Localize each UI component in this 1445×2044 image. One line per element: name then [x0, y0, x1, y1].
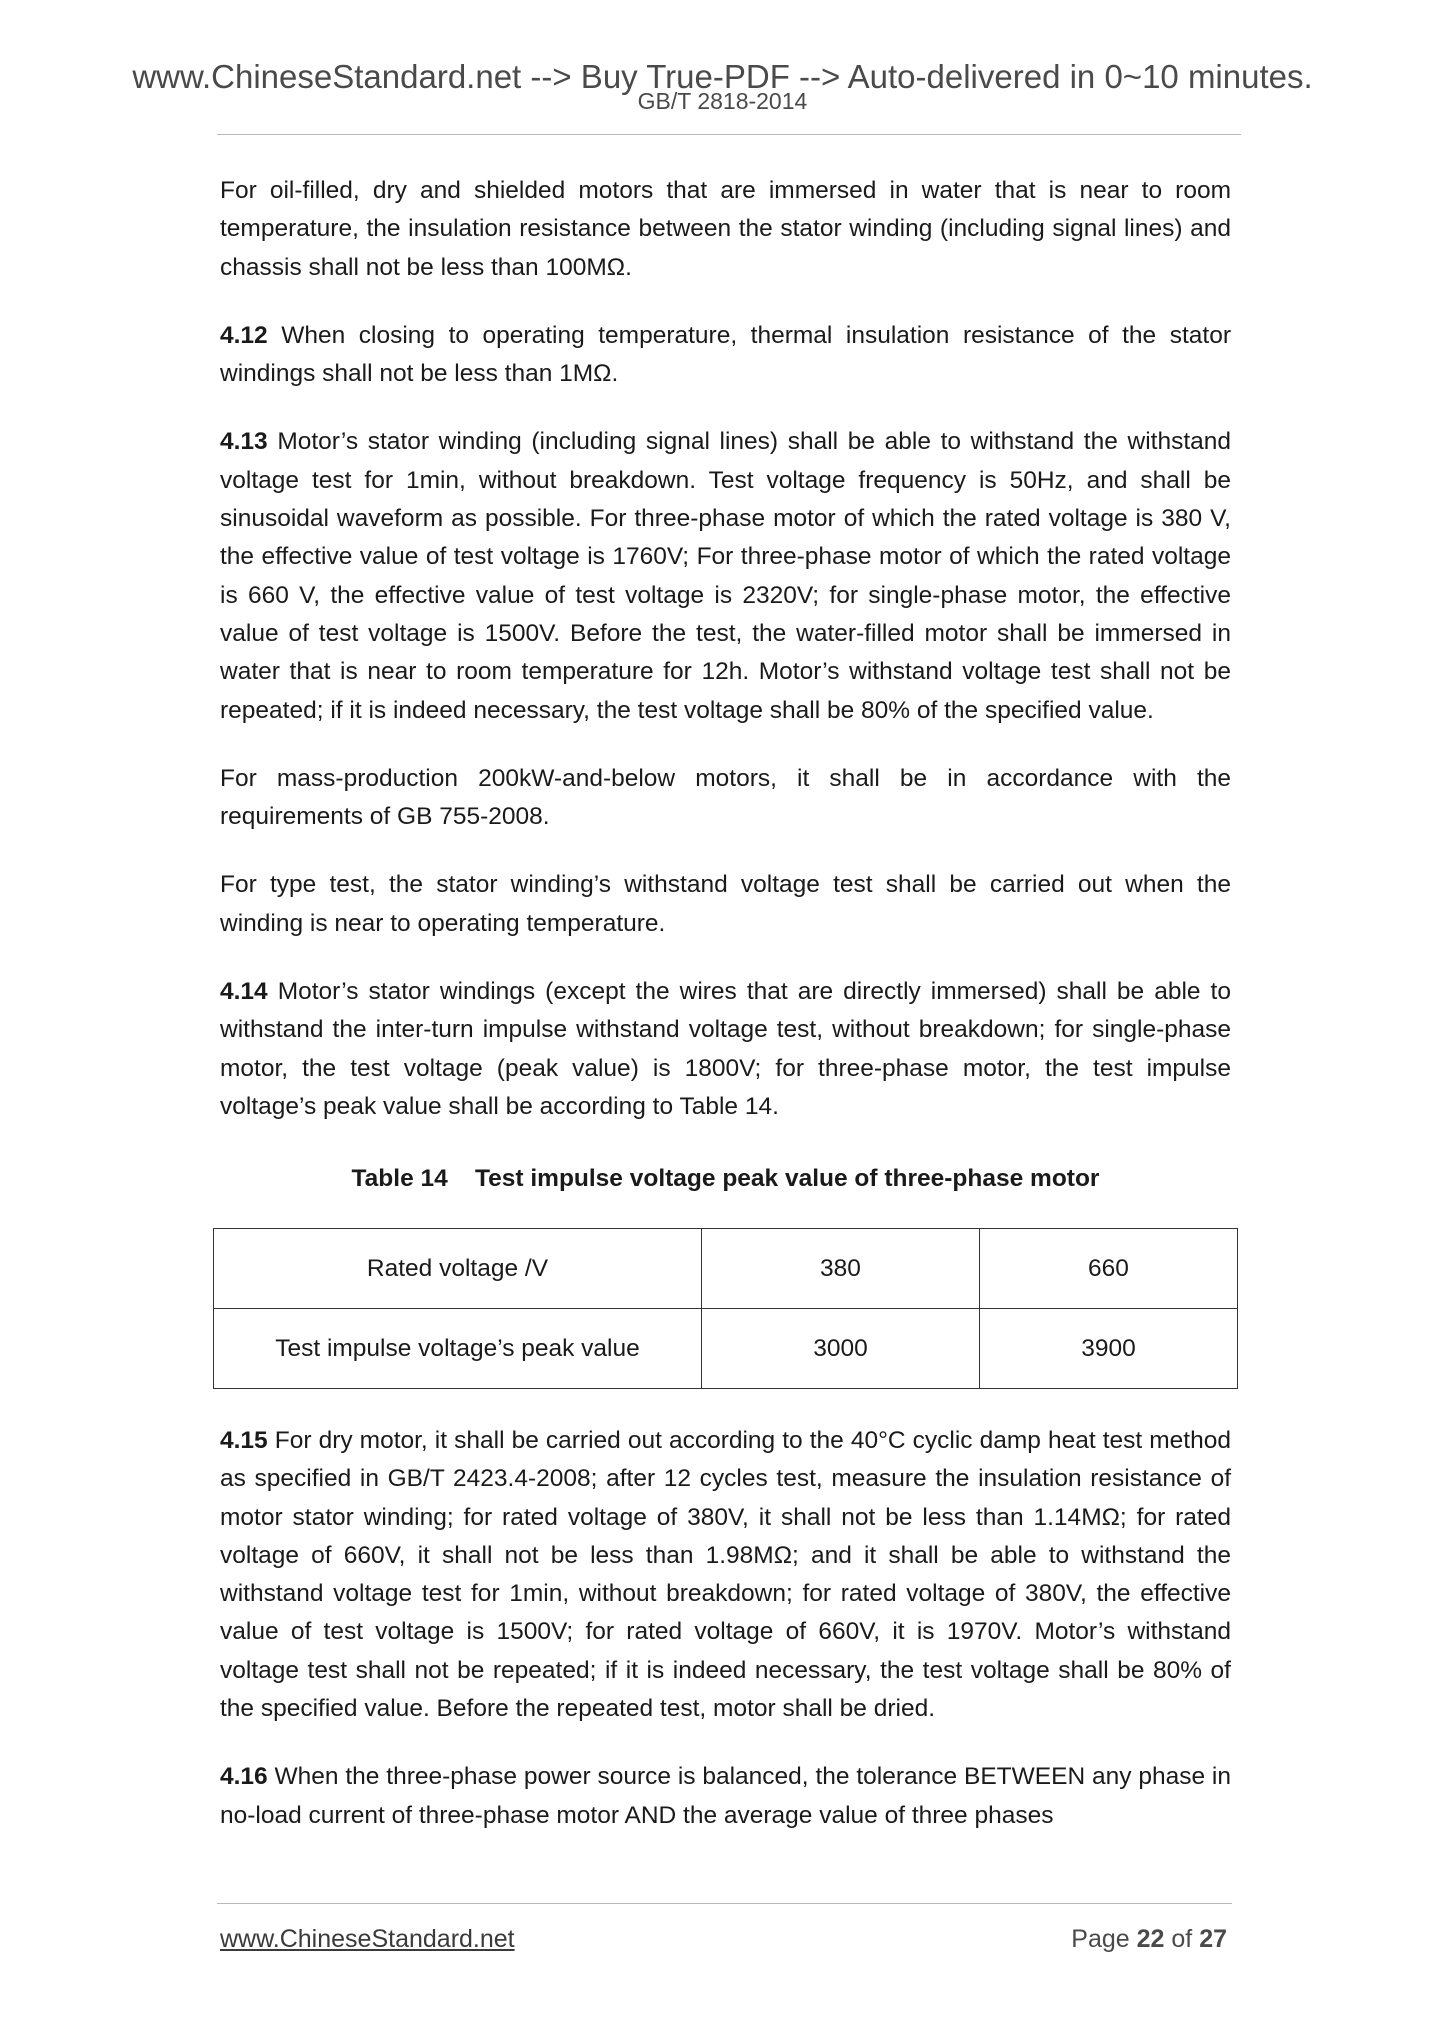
- table-cell: 660: [980, 1229, 1238, 1309]
- header-divider: [217, 134, 1241, 135]
- clause-number: 4.14: [220, 978, 268, 1006]
- table-cell: 3000: [702, 1309, 980, 1389]
- clause-number: 4.16: [220, 1763, 268, 1791]
- footer-site-link[interactable]: www.ChineseStandard.net: [220, 1925, 515, 1953]
- paragraph-4-12: 4.12 When closing to operating temperature, thermal insulation resistance of the stator windings shall not be less than 1MΩ.: [220, 321, 1231, 388]
- paragraph-4-13: 4.13 Motor’s stator winding (including signal lines) shall be able to withstand the withstand voltage test for 1min, without breakdown. Test voltage frequency is 50Hz, and shall be sinusoidal waveform as possible. For three-phase motor of which the rated voltage is 380 V, the effective value of test voltage is 1760V; For three-phase motor of which the rated voltage is 660 V, the effective value of test voltage is 2320V; for single-phase motor, the effective value of test voltage is 1500V. Before the test, the water-filled motor shall be immersed in water that is near to room temperature for 12h. Motor’s withstand voltage test shall not be repeated; if it is indeed necessary, the test voltage shall be 80% of the specified value.: [220, 428, 1231, 724]
- paragraph-insulation-immersed: For oil-filled, dry and shielded motors that are immersed in water that is near to room temperature, the insulation resistance between the stator winding (including signal lines) and chassis shall not be less than 100MΩ.: [220, 177, 1231, 281]
- table-cell: 3900: [980, 1309, 1238, 1389]
- paragraph-type-test: For type test, the stator winding’s withstand voltage test shall be carried out when the winding is near to operating temperature.: [220, 871, 1231, 937]
- footer-divider: [217, 1903, 1232, 1904]
- table-cell: Test impulse voltage’s peak value: [214, 1309, 702, 1389]
- document-id: GB/T 2818-2014: [637, 88, 808, 114]
- site-banner: www.ChineseStandard.net --> Buy True-PDF --> Auto-delivered in 0~10 minutes.: [132, 58, 1313, 95]
- paragraph-4-16: 4.16 When the three-phase power source is balanced, the tolerance BETWEEN any phase in no-load current of three-phase motor AND the average value of three phases: [220, 1763, 1231, 1829]
- clause-number: 4.12: [220, 321, 268, 349]
- table-row: [214, 1309, 1238, 1389]
- body-content: [220, 172, 1231, 1194]
- table-14: [213, 1228, 1238, 1389]
- table-14-caption: Table 14 Test impulse voltage peak value of three-phase motor: [351, 1165, 1100, 1193]
- paragraph-4-14: 4.14 Motor’s stator windings (except the wires that are directly immersed) shall be able to withstand the inter-turn impulse withstand voltage test, without breakdown; for single-phase motor, the test voltage (peak value) is 1800V; for three-phase motor, the test impulse voltage’s peak value shall be according to Table 14.: [220, 978, 1231, 1120]
- clause-number: 4.15: [220, 1427, 268, 1454]
- paragraph-mass-production: For mass-production 200kW-and-below motors, it shall be in accordance with the requirements of GB 755-2008.: [220, 764, 1231, 831]
- table-row: [214, 1229, 1238, 1309]
- body-content-continued: [220, 1422, 1231, 1835]
- clause-number: 4.13: [220, 428, 268, 456]
- table-cell: Rated voltage /V: [214, 1229, 702, 1309]
- paragraph-4-15: 4.15 For dry motor, it shall be carried out according to the 40°C cyclic damp heat test method as specified in GB/T 2423.4-2008; after 12 cycles test, measure the insulation resistance of motor stator winding; for rated voltage of 380V, it shall not be less than 1.14MΩ; for rated voltage of 660V, it shall not be less than 1.98MΩ; and it shall be able to withstand the withstand voltage test for 1min, without breakdown; for rated voltage of 380V, the effective value of test voltage is 1500V; for rated voltage of 660V, it is 1970V. Motor’s withstand voltage test shall not be repeated; if it is indeed necessary, the test voltage shall be 80% of the specified value. Before the repeated test, motor shall be dried.: [220, 1427, 1231, 1723]
- page-number: Page 22 of 27: [1071, 1925, 1227, 1953]
- table-cell: 380: [702, 1229, 980, 1309]
